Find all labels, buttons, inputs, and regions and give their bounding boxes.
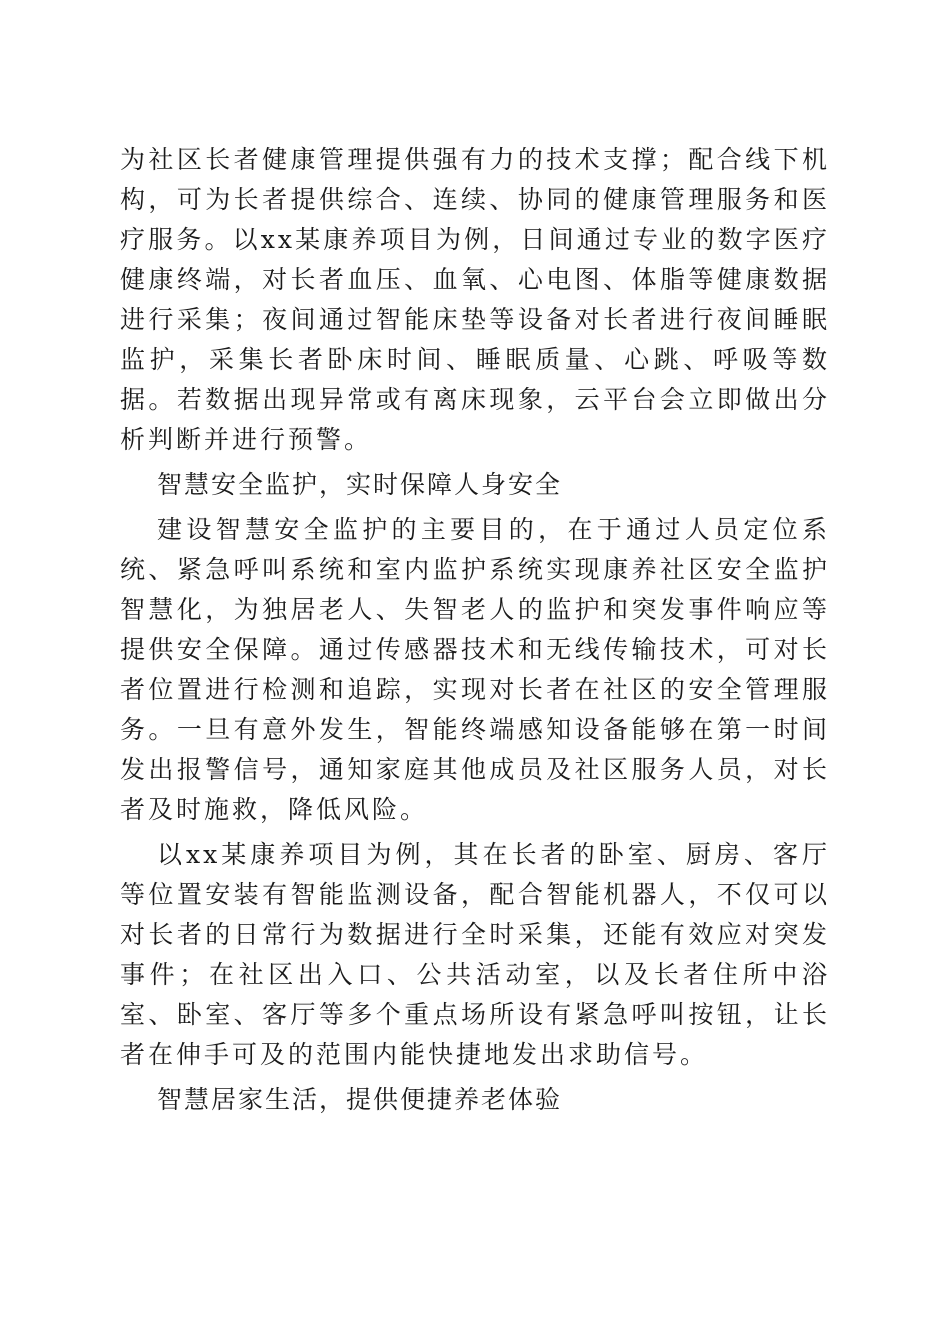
document-body [120,140,830,1125]
paragraph-safety-example: 以xx某康养项目为例，其在长者的卧室、厨房、客厅等位置安装有智能监测设备，配合智能机器人，不仅可以对长者的日常行为数据进行全时采集，还能有效应对突发事件；在社区出入口、公共活动室，以及长者住所中浴室、卧室、客厅等多个重点场所设有紧急呼叫按钮，让长者在伸手可及的范围内能快捷地发出求助信号。 [120,840,830,1069]
section-heading-smart-home-living: 智慧居家生活，提供便捷养老体验 [157,1085,563,1114]
section-heading-safety-monitoring: 智慧安全监护，实时保障人身安全 [157,470,563,499]
paragraph-health-management: 为社区长者健康管理提供强有力的技术支撑；配合线下机构，可为长者提供综合、连续、协同的健康管理服务和医疗服务。以xx某康养项目为例，日间通过专业的数字医疗健康终端，对长者血压、血氧、心电图、体脂等健康数据进行采集；夜间通过智能床垫等设备对长者进行夜间睡眠监护，采集长者卧床时间、睡眠质量、心跳、呼吸等数据。若数据出现异常或有离床现象，云平台会立即做出分析判断并进行预警。 [120,145,830,454]
paragraph-safety-purpose: 建设智慧安全监护的主要目的，在于通过人员定位系统、紧急呼叫系统和室内监护系统实现康养社区安全监护智慧化，为独居老人、失智老人的监护和突发事件响应等提供安全保障。通过传感器技术和无线传输技术，可对长者位置进行检测和追踪，实现对长者在社区的安全管理服务。一旦有意外发生，智能终端感知设备能够在第一时间发出报警信号，通知家庭其他成员及社区服务人员，对长者及时施救，降低风险。 [120,515,830,824]
